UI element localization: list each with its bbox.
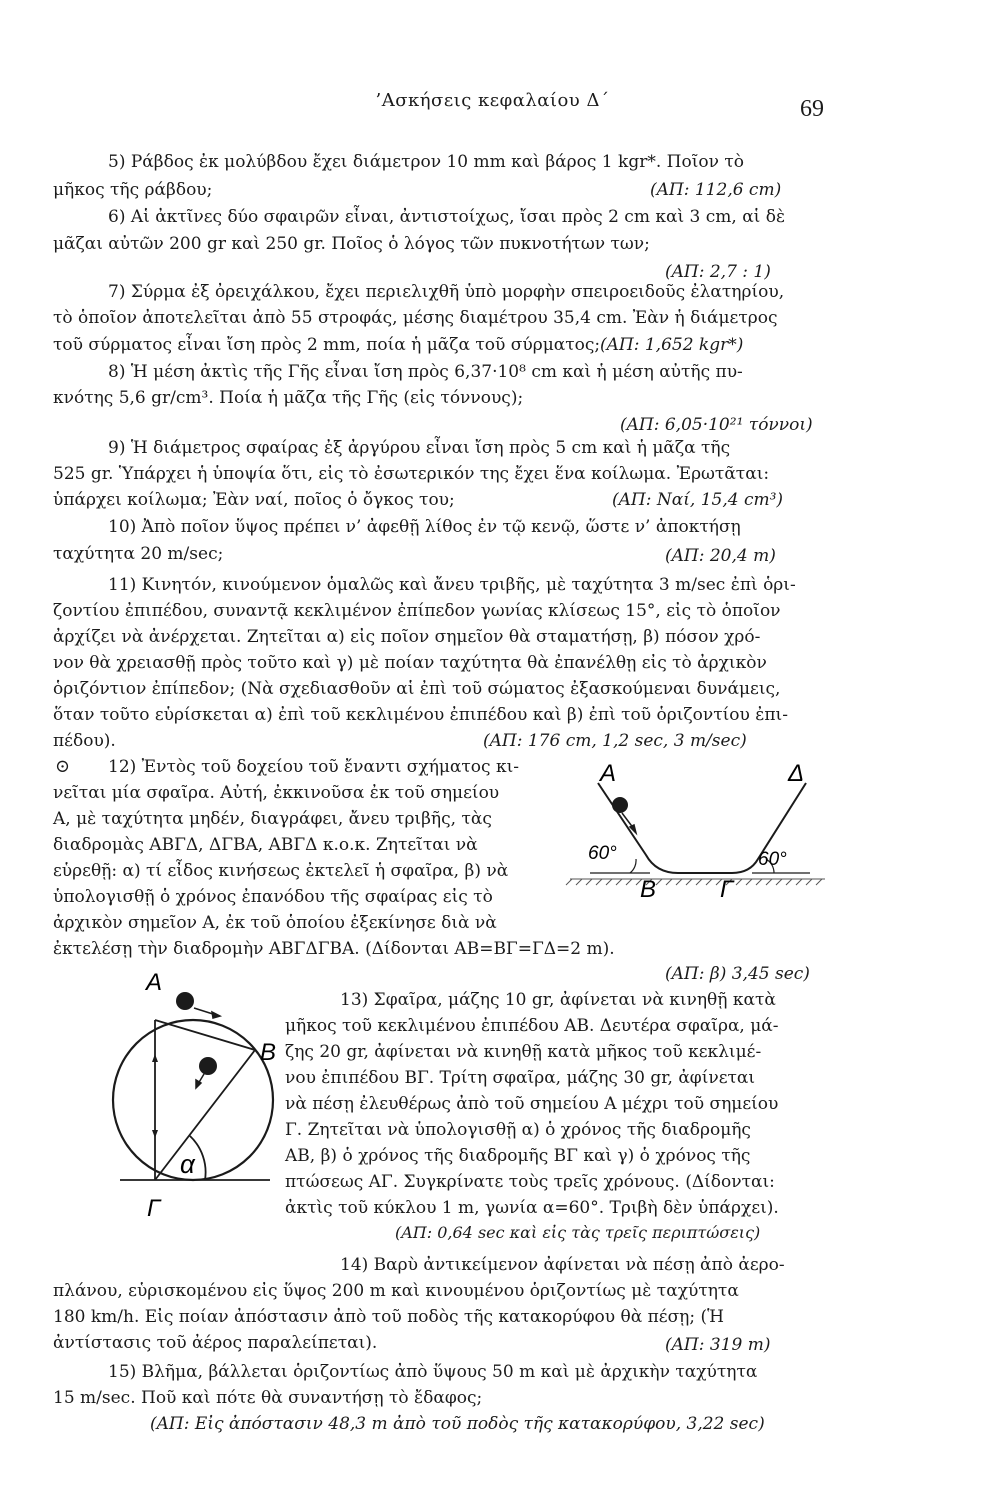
circle-label-g: Γ bbox=[147, 1195, 161, 1222]
problem-14-answer: (ΑΠ: 319 m) bbox=[665, 1335, 771, 1355]
problem-9-answer: (ΑΠ: Ναί, 15,4 cm³) bbox=[612, 490, 784, 510]
problem-10-line-2: ταχύτητα 20 m/sec; bbox=[53, 544, 224, 564]
problem-11-line-5: ὁριζόντιον ἐπίπεδον; (Νὰ σχεδιασθοῦν αἱ ἐπὶ τοῦ σώματος ἐξασκούμεναι δυνάμεις, bbox=[53, 679, 781, 699]
problem-12-answer: (ΑΠ: β) 3,45 sec) bbox=[665, 964, 810, 984]
problem-13-line-9: ἀκτὶς τοῦ κύκλου 1 m, γωνία α=60°. Τριβὴ δὲν ὑπάρχει). bbox=[285, 1198, 779, 1218]
problem-11-line-2: ζοντίου ἐπιπέδου, συναντᾷ κεκλιμένον ἐπίπεδον γωνίας κλίσεως 15°, εἰς τὸ ὁποῖον bbox=[53, 601, 781, 621]
circle-figure bbox=[110, 968, 285, 1228]
vessel-label-a: Α bbox=[600, 760, 617, 787]
problem-10-line-1: 10) Ἀπὸ ποῖον ὕψος πρέπει ν’ ἀφεθῇ λίθος ἐν τῷ κενῷ, ὥστε ν’ ἀποκτήσῃ bbox=[108, 517, 741, 537]
problem-9-line-3: ὑπάρχει κοίλωμα; Ἐὰν ναί, ποῖος ὁ ὄγκος του; bbox=[53, 490, 455, 510]
problem-12-line-7: ἀρχικὸν σημεῖον Α, ἐκ τοῦ ὁποίου ἐξεκίνησε διὰ νὰ bbox=[53, 913, 497, 933]
vessel-angle-right: 60° bbox=[758, 849, 787, 870]
problem-8-line-1: 8) Ἡ μέση ἀκτὶς τῆς Γῆς εἶναι ἴση πρὸς 6,37·10⁸ cm καὶ ἡ μέση αὐτῆς πυ- bbox=[108, 362, 743, 382]
vessel-figure bbox=[560, 755, 830, 905]
ball-ab bbox=[176, 992, 194, 1010]
problem-15-answer: (ΑΠ: Εἰς ἀπόστασιν 48,3 m ἀπὸ τοῦ ποδὸς τῆς κατακορύφου, 3,22 sec) bbox=[150, 1414, 765, 1434]
problem-12-line-5: εὑρεθῇ: α) τί εἶδος κινήσεως ἐκτελεῖ ἡ σφαῖρα, β) νὰ bbox=[53, 861, 509, 881]
problem-12-line-8: ἐκτελέσῃ τὴν διαδρομὴν ΑΒΓΔΓΒΑ. (Δίδονται ΑΒ=ΒΓ=ΓΔ=2 m). bbox=[53, 939, 615, 959]
page-header-title: ’Ασκήσεις κεφαλαίου Δ΄ bbox=[375, 90, 610, 111]
problem-5-answer: (ΑΠ: 112,6 cm) bbox=[650, 180, 782, 200]
problem-7-line-2: τὸ ὁποῖον ἀποτελεῖται ἀπὸ 55 στροφάς, μέσης διαμέτρου 35,4 cm. Ἐὰν ἡ διάμετρος bbox=[53, 308, 778, 328]
problem-14-line-1: 14) Βαρὺ ἀντικείμενον ἀφίνεται νὰ πέσῃ ἀπὸ ἀερο- bbox=[340, 1255, 785, 1275]
vessel-angle-left: 60° bbox=[588, 843, 617, 864]
problem-14-line-4: ἀντίστασις τοῦ ἀέρος παραλείπεται). bbox=[53, 1333, 378, 1353]
problem-12-line-4: διαδρομὰς ΑΒΓΔ, ΔΓΒΑ, ΑΒΓΔ κ.ο.κ. Ζητεῖται νὰ bbox=[53, 835, 478, 855]
circle-label-alpha: α bbox=[180, 1149, 195, 1179]
vessel-label-b: Β bbox=[640, 876, 657, 903]
problem-9-line-1: 9) Ἡ διάμετρος σφαίρας ἐξ ἀργύρου εἶναι ἴση πρὸς 5 cm καὶ ἡ μᾶζα τῆς bbox=[108, 438, 731, 458]
problem-11-answer: (ΑΠ: 176 cm, 1,2 sec, 3 m/sec) bbox=[483, 731, 747, 751]
problem-9-line-2: 525 gr. Ὑπάρχει ἡ ὑποψία ὅτι, εἰς τὸ ἐσωτερικόν της ἔχει ἕνα κοίλωμα. Ἐρωτᾶται: bbox=[53, 464, 770, 484]
problem-11-line-1: 11) Κινητόν, κινούμενον ὁμαλῶς καὶ ἄνευ τριβῆς, μὲ ταχύτητα 3 m/sec ἐπὶ ὁρι- bbox=[108, 575, 796, 595]
problem-13-line-2: μῆκος τοῦ κεκλιμένου ἐπιπέδου ΑΒ. Δευτέρα σφαῖρα, μά- bbox=[285, 1016, 779, 1036]
problem-11-line-6: ὅταν τοῦτο εὑρίσκεται α) ἐπὶ τοῦ κεκλιμένου ἐπιπέδου καὶ β) ἐπὶ τοῦ ὁριζοντίου ἐπι- bbox=[53, 705, 788, 725]
problem-7-line-3: τοῦ σύρματος εἶναι ἴση πρὸς 2 mm, ποία ἡ μᾶζα τοῦ σύρματος; bbox=[53, 335, 601, 355]
problem-13-answer: (ΑΠ: 0,64 sec καὶ εἰς τὰς τρεῖς περιπτώσεις) bbox=[395, 1223, 761, 1242]
vessel-label-d: Δ bbox=[788, 760, 805, 787]
problem-6-answer: (ΑΠ: 2,7 : 1) bbox=[665, 262, 771, 282]
problem-6-line-1: 6) Αἱ ἀκτῖνες δύο σφαιρῶν εἶναι, ἀντιστοίχως, ἴσαι πρὸς 2 cm καὶ 3 cm, αἱ δὲ bbox=[108, 207, 786, 227]
problem-10-answer: (ΑΠ: 20,4 m) bbox=[665, 546, 776, 566]
page-number: 69 bbox=[800, 96, 824, 122]
problem-13-line-4: νου ἐπιπέδου ΒΓ. Τρίτη σφαῖρα, μάζης 30 gr, ἀφίνεται bbox=[285, 1068, 756, 1088]
problem-11-line-7: πέδου). bbox=[53, 731, 116, 751]
problem-11-line-3: ἀρχίζει νὰ ἀνέρχεται. Ζητεῖται α) εἰς ποῖον σημεῖον θὰ σταματήσῃ, β) πόσον χρό- bbox=[53, 627, 761, 647]
problem-12-line-6: ὑπολογισθῇ ὁ χρόνος ἐπανόδου τῆς σφαίρας εἰς τὸ bbox=[53, 887, 493, 907]
problem-12-line-1: 12) Ἐντὸς τοῦ δοχείου τοῦ ἔναντι σχήματος κι- bbox=[108, 757, 520, 777]
problem-14-line-3: 180 km/h. Εἰς ποίαν ἀπόστασιν ἀπὸ τοῦ ποδὸς τῆς κατακορύφου θὰ πέσῃ; (Ἡ bbox=[53, 1307, 724, 1327]
problem-13-line-7: ΑΒ, β) ὁ χρόνος τῆς διαδρομῆς ΒΓ καὶ γ) ὁ χρόνος τῆς bbox=[285, 1146, 751, 1166]
problem-15-line-1: 15) Βλῆμα, βάλλεται ὁριζοντίως ἀπὸ ὕψους 50 m καὶ μὲ ἀρχικὴν ταχύτητα bbox=[108, 1362, 758, 1382]
problem-13-line-3: ζης 20 gr, ἀφίνεται νὰ κινηθῇ κατὰ μῆκος τοῦ κεκλιμέ- bbox=[285, 1042, 762, 1062]
problem-7-line-1: 7) Σύρμα ἐξ ὀρειχάλκου, ἔχει περιελιχθῆ ὑπὸ μορφὴν σπειροειδοῦς ἐλατηρίου, bbox=[108, 282, 785, 302]
problem-12-line-2: νεῖται μία σφαῖρα. Αὐτή, ἐκκινοῦσα ἐκ τοῦ σημείου bbox=[53, 783, 500, 803]
vessel-label-g: Γ bbox=[720, 876, 734, 903]
problem-12-line-3: Α, μὲ ταχύτητα μηδέν, διαγράφει, ἄνευ τριβῆς, τὰς bbox=[53, 809, 492, 829]
ground-hatching bbox=[566, 879, 825, 885]
problem-12-marker: ⊙ bbox=[55, 756, 71, 777]
problem-13-line-8: πτώσεως ΑΓ. Συγκρίνατε τοὺς τρεῖς χρόνους. (Δίδονται: bbox=[285, 1172, 775, 1192]
problem-15-line-2: 15 m/sec. Ποῦ καὶ πότε θὰ συναντήσῃ τὸ ἔδαφος; bbox=[53, 1388, 483, 1408]
problem-6-line-2: μᾶζαι αὐτῶν 200 gr καὶ 250 gr. Ποῖος ὁ λόγος τῶν πυκνοτήτων των; bbox=[53, 234, 650, 254]
problem-14-line-2: πλάνου, εὑρισκομένου εἰς ὕψος 200 m καὶ κινουμένου ὁριζοντίως μὲ ταχύτητα bbox=[53, 1281, 739, 1301]
problem-11-line-4: νον θὰ χρειασθῇ πρὸς τοῦτο καὶ γ) μὲ ποίαν ταχύτητα θὰ ἐπανέλθῃ εἰς τὸ ἀρχικὸν bbox=[53, 653, 767, 673]
ball bbox=[612, 797, 628, 813]
circle-label-b: Β bbox=[260, 1039, 277, 1066]
problem-5-line-2: μῆκος τῆς ράβδου; bbox=[53, 180, 213, 200]
ball-bg bbox=[199, 1057, 217, 1075]
problem-8-answer: (ΑΠ: 6,05·10²¹ τόννοι) bbox=[620, 415, 813, 435]
problem-8-line-2: κνότης 5,6 gr/cm³. Ποία ἡ μᾶζα τῆς Γῆς (εἰς τόννους); bbox=[53, 388, 524, 408]
chords bbox=[120, 1020, 270, 1180]
problem-5-line-1: 5) Ράβδος ἐκ μολύβδου ἔχει διάμετρον 10 mm καὶ βάρος 1 kgr*. Ποῖον τὸ bbox=[108, 152, 744, 172]
problem-7-answer: (ΑΠ: 1,652 kgr*) bbox=[600, 335, 744, 355]
problem-13-line-6: Γ. Ζητεῖται νὰ ὑπολογισθῇ α) ὁ χρόνος τῆς διαδρομῆς bbox=[285, 1120, 751, 1140]
problem-13-line-1: 13) Σφαῖρα, μάζης 10 gr, ἀφίνεται νὰ κινηθῇ κατὰ bbox=[340, 990, 776, 1010]
problem-13-line-5: νὰ πέσῃ ἐλευθέρως ἀπὸ τοῦ σημείου Α μέχρι τοῦ σημείου bbox=[285, 1094, 779, 1114]
circle-label-a: Α bbox=[146, 969, 163, 996]
